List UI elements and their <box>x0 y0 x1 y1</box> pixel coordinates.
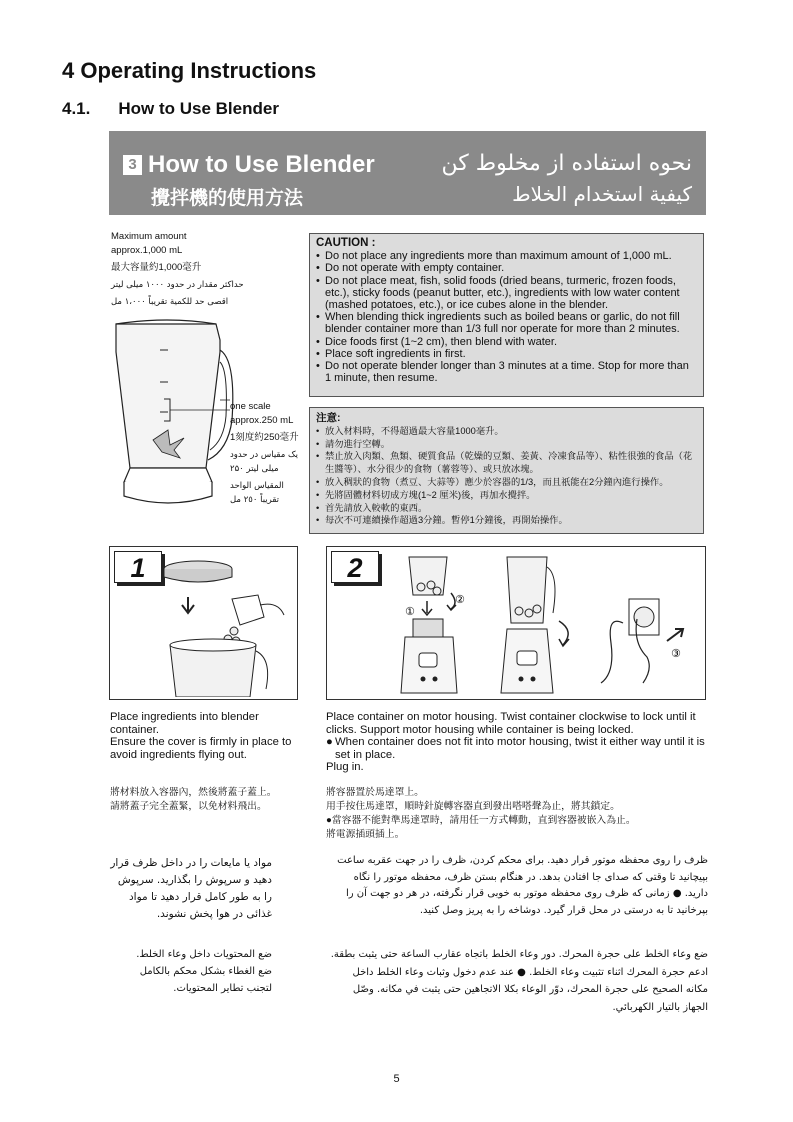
caution-item: • Do not operate blender longer than 3 minutes at a time. Stop for more than 1 minute, then resume. <box>316 360 689 385</box>
step1-text-en <box>110 711 300 761</box>
banner-title-en <box>123 151 375 179</box>
caution-item-zh: • 請勿進行空轉。 <box>316 438 391 449</box>
caution-item-zh: • 首先請放入較軟的東西。 <box>316 502 428 513</box>
one-scale-zh: 1刻度約250毫升 <box>230 432 299 443</box>
caution-item: • Dice foods first (1~2 cm), then blend with water. <box>316 335 558 348</box>
one-scale-fa1: یک مقیاس در حدود <box>230 450 298 460</box>
max-amount-labels <box>111 230 244 309</box>
caution-item: • Do not operate with empty container. <box>316 262 505 275</box>
step1-illustration <box>160 555 295 697</box>
one-scale-ar2: تقريباً ٢٥٠ مل <box>230 495 279 505</box>
caution-item-zh: • 先將固體材料切成方塊(1~2 厘米)後，再加水攪拌。 <box>316 489 536 500</box>
step1-en-line2: Ensure the cover is firmly in place to avoid ingredients flying out. <box>110 736 292 761</box>
max-amount-ar: اقصى حد للكمية تقريباً ١،٠٠٠ مل <box>111 297 229 307</box>
subsection-heading <box>62 99 279 119</box>
max-amount-zh: 最大容量約1,000毫升 <box>111 262 202 273</box>
step2-text-ar: ضع وعاء الخلط على حجرة المحرك. دور وعاء الخلط باتجاه عقارب الساعة حتى يثبت بطقة. ادعم حجرة المحرك اثناء تثبيت وعاء الخلط. ● عند عدم دخول وثبات وعاء الخلط داخل مكانه الصحيح على حجرة المحرك، دوّر الوعاء بكلا الاتجاهين حتى يثبت في مكانه. وصّل الجهاز بالتيار الكهربائي. <box>330 949 708 1013</box>
one-scale-fa2: ۲۵۰ میلی لیتر <box>230 464 279 474</box>
step2-number: 2 <box>331 551 379 583</box>
caution-item-zh: • 放入稠狀的食物（煮豆、大蒜等）應少於容器的1/3，而且祇能在2分鐘內進行操作。 <box>316 476 669 487</box>
step1-panel <box>109 546 298 700</box>
banner-title-en-text: How to Use Blender <box>148 151 375 178</box>
step2-zh-bullet: ● 當容器不能對準馬達罩時，請用任一方式轉動，直到容器被嵌入為止。 <box>326 815 636 826</box>
one-scale-en1: one scale <box>230 401 271 412</box>
one-scale-labels <box>230 400 310 507</box>
caution-box-zh <box>309 407 704 534</box>
step1-text-zh <box>110 786 277 814</box>
banner-title-fa: نحوه استفاده از مخلوط کن <box>441 151 692 176</box>
subsection-title: How to Use Blender <box>118 99 279 118</box>
step1-zh-line2: 請將蓋子完全蓋緊，以免材料飛出。 <box>110 801 267 812</box>
caution-item-zh: • 每次不可連續操作超過3分鐘。暫停1分鐘後，再開始操作。 <box>316 515 568 526</box>
caution-item-zh: • 禁止放入肉類、魚類、硬質食品（乾燥的豆類、姜黃、冷凍食品等）、粘性很強的食品（花生醬等）、水分很少的食物（薯蓉等）、或只放冰塊。 <box>316 451 693 475</box>
section-heading: 4 Operating Instructions <box>62 58 317 83</box>
step2-en-line3: Plug in. <box>326 761 364 774</box>
banner-step-number: 3 <box>123 155 142 175</box>
step2-zh-line4: 將電源插頭插上。 <box>326 829 405 840</box>
max-amount-en2: approx.1,000 mL <box>111 245 183 256</box>
caution-box-en <box>309 233 704 397</box>
caution-title-zh: 注意: <box>316 412 341 424</box>
subsection-number: 4.1. <box>62 99 91 118</box>
one-scale-ar1: المقياس الواحد <box>230 481 284 491</box>
step2-en-bullet: ● When container does not fit into motor housing, twist it either way until it is set in place. <box>326 736 705 761</box>
caution-item: • Do not place any ingredients more than maximum amount of 1,000 mL. <box>316 250 672 263</box>
svg-text:③: ③ <box>671 647 681 660</box>
step2-zh-line2: 用手按住馬達罩，順時針旋轉容器直到發出嗒嗒聲為止，將其鎖定。 <box>326 801 620 812</box>
one-scale-en2: approx.250 mL <box>230 415 294 426</box>
step2-text-en <box>326 711 706 774</box>
step1-text-fa: مواد یا مایعات را در داخل ظرف قرار دهید و سرپوش را بگذارید. سرپوش را به طور کامل قرار دهید تا مواد غذائی در هوا پخش نشوند. <box>110 857 272 920</box>
svg-text:②: ② <box>455 593 465 606</box>
step2-panel <box>326 546 706 700</box>
step2-zh-line1: 將容器置於馬達罩上。 <box>326 787 424 798</box>
step1-text-ar <box>110 946 272 997</box>
step2-text-fa: ظرف را روی محفظه موتور قرار دهید. برای محکم کردن، ظرف را در جهت عقربه ساعت بپیچانید تا وقتی که صدای جا افتادن بدهد. در هنگام بستن ظرف، محفظه موتور را نگاه دارید. ● زمانی که ظرف روی محفظه موتور به خوبی قرار نگرفته، در هر دو جهت آن را بپرخانید تا به درستی در محل قرار گیرد. دوشاخه را به پریز وصل کنید. <box>337 855 708 916</box>
step1-number: 1 <box>114 551 162 583</box>
step1-ar-line1: ضع المحتويات داخل وعاء الخلط. <box>136 949 272 960</box>
max-amount-en1: Maximum amount <box>111 231 187 242</box>
banner-title-zh: 攪拌機的使用方法 <box>151 188 304 209</box>
title-banner <box>109 131 706 215</box>
caution-item: • Place soft ingredients in first. <box>316 347 466 360</box>
caution-item: • When blending thick ingredients such as boiled beans or garlic, do not fill blender container more than 1/3 full nor operate for more than 2 minutes. <box>316 311 680 336</box>
caution-item: • Do not place meat, fish, solid foods (dried beans, turmeric, frozen foods, etc.), sticky foods (peanut butter, etc.), ingredients with low water content (mashed potatoes, etc.), or ice cubes alone in the blender. <box>316 274 680 312</box>
page-number: 5 <box>393 1073 400 1085</box>
step1-ar-line2: ضع الغطاء بشكل محكم بالكامل <box>139 966 272 977</box>
max-amount-fa: حداکثر مقدار در حدود ۱۰۰۰ میلی لیتر <box>111 280 244 290</box>
caution-item-zh: • 放入材料時，不得超過最大容量1000毫升。 <box>316 425 504 436</box>
step2-text-zh <box>326 786 636 842</box>
step1-ar-line3: لتجنب تطاير المحتويات. <box>173 983 272 994</box>
svg-text:①: ① <box>405 605 415 618</box>
banner-title-ar: كيفية استخدام الخلاط <box>512 182 692 206</box>
scale-bracket <box>162 395 232 425</box>
step2-illustration <box>387 553 699 697</box>
caution-title-en: CAUTION : <box>316 237 376 249</box>
step2-en-line1: Place container on motor housing. Twist container clockwise to lock until it clicks. Support motor housing while container is being locked. <box>326 711 696 736</box>
step1-zh-line1: 將材料放入容器內，然後將蓋子蓋上。 <box>110 787 277 798</box>
step1-en-line1: Place ingredients into blender container. <box>110 711 259 736</box>
